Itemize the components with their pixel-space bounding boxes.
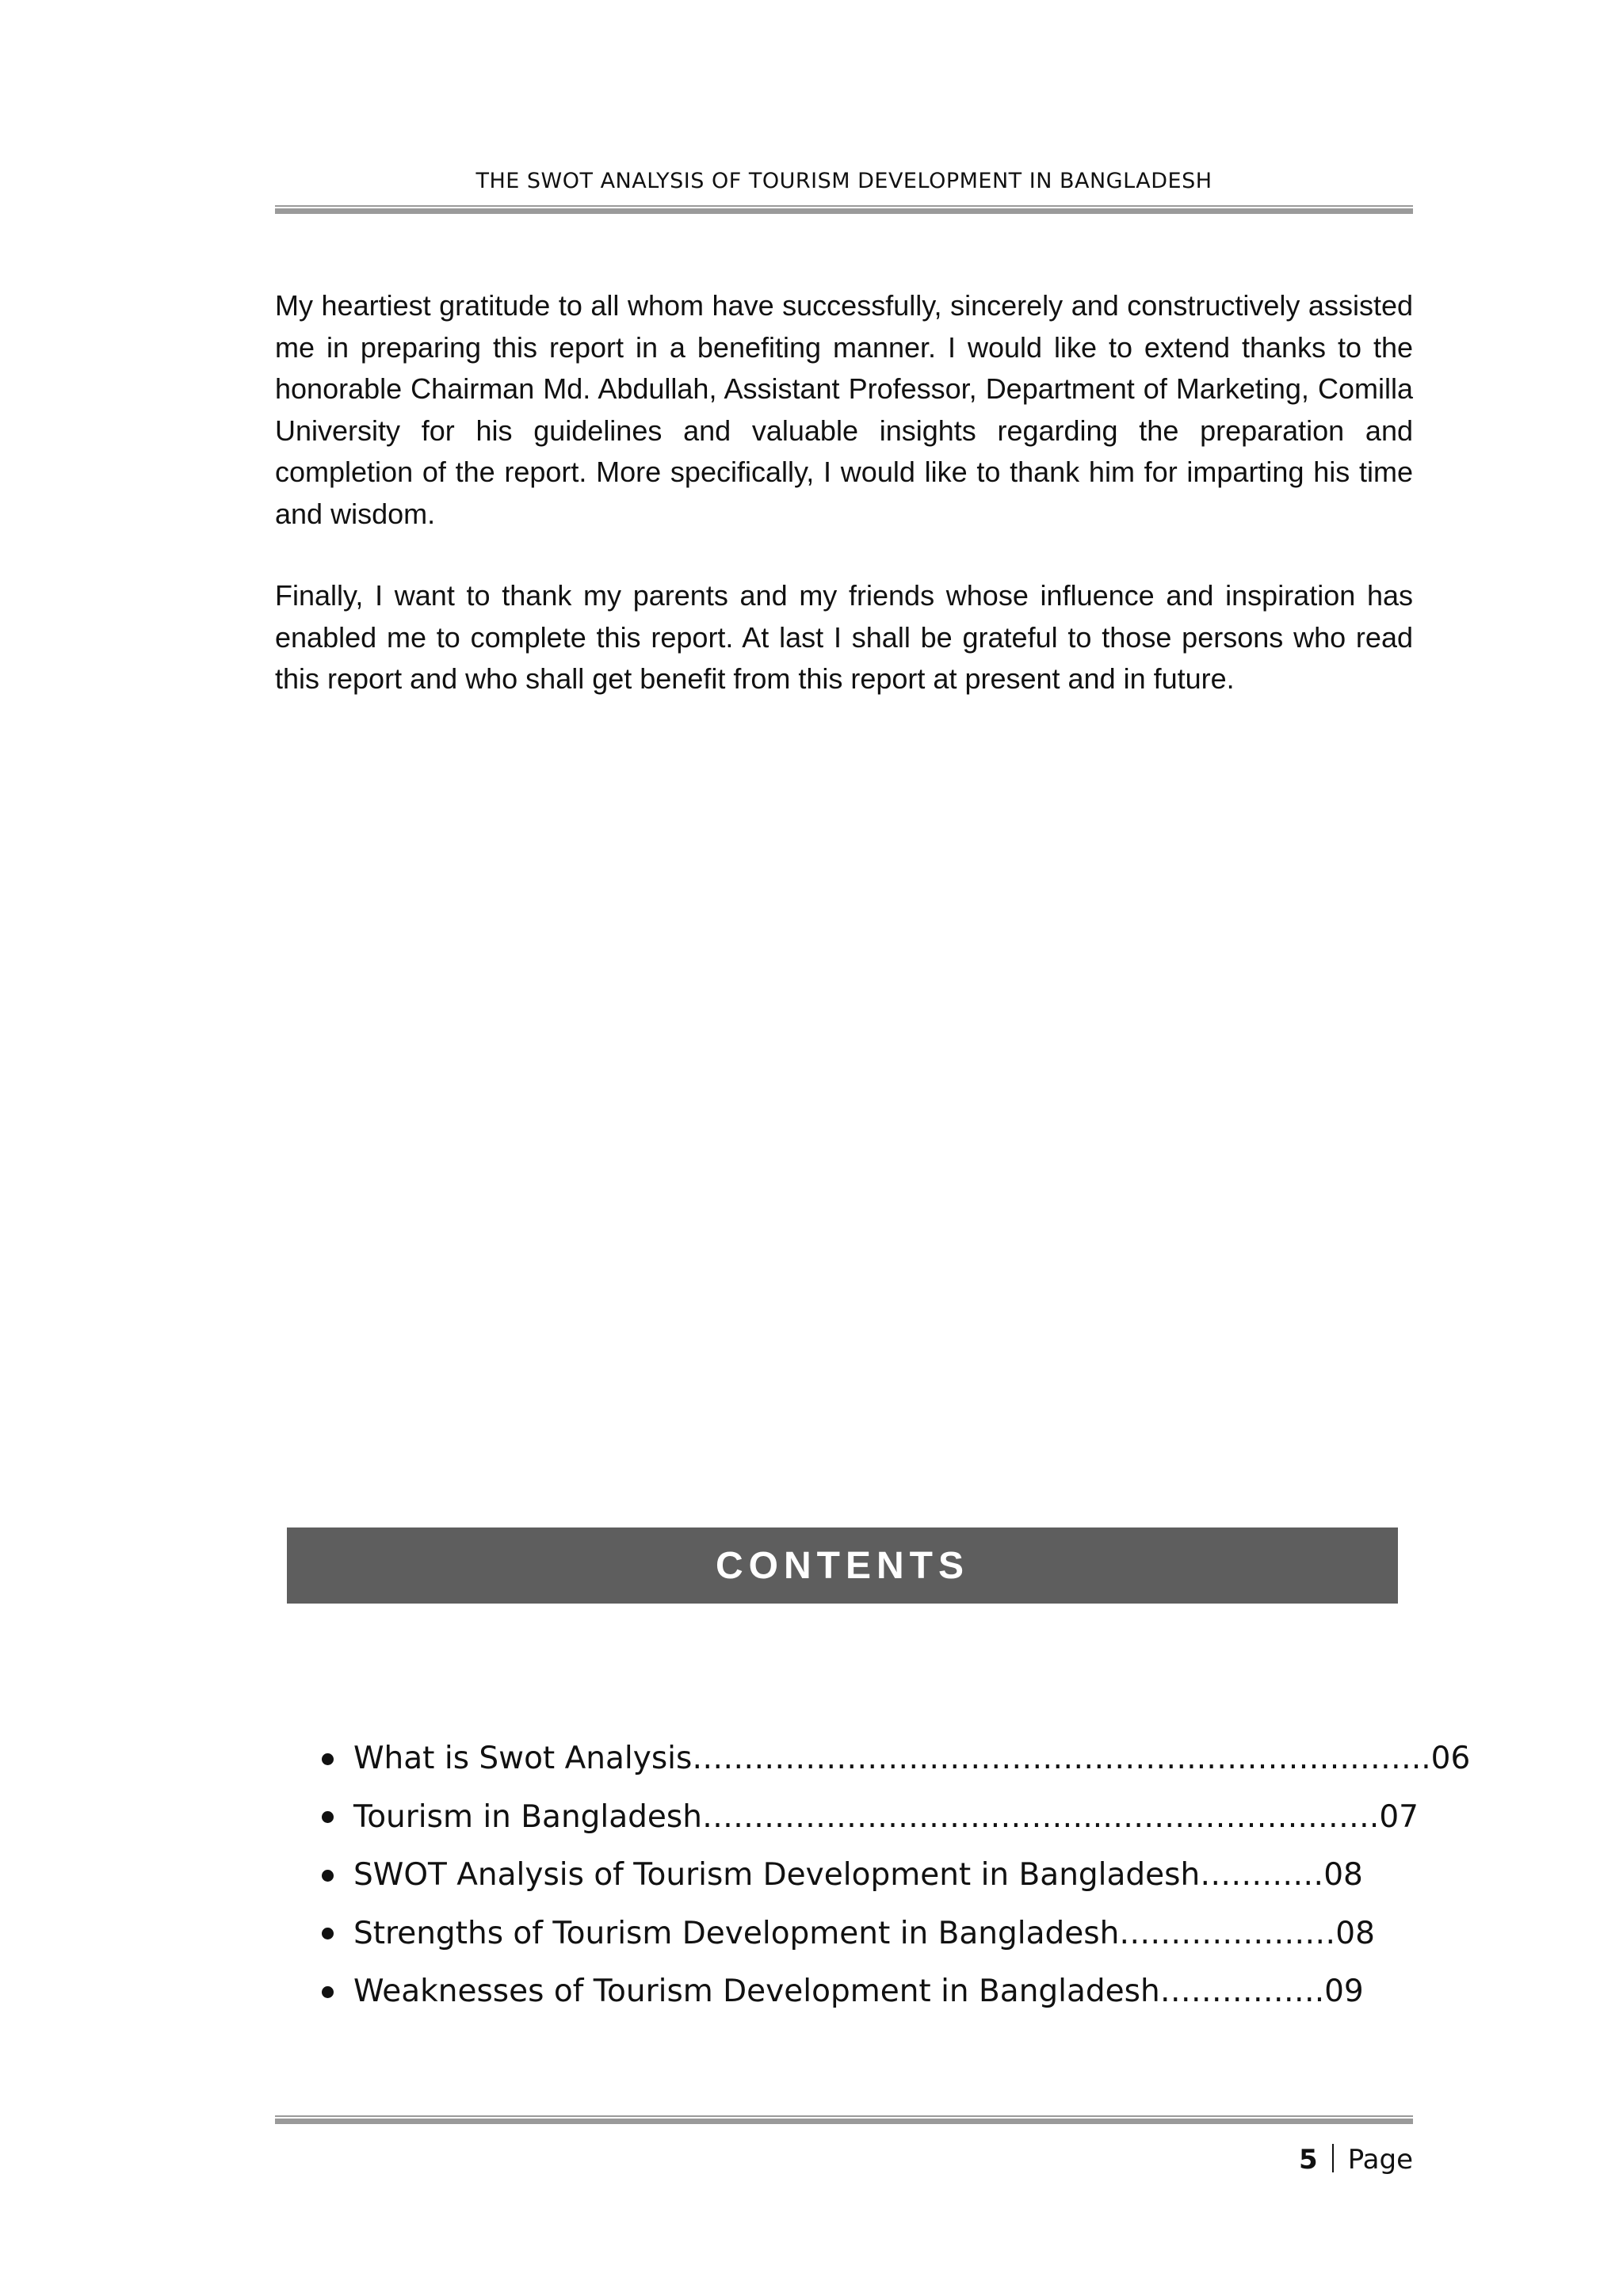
footer-rule-thin [275, 2115, 1413, 2117]
footer-rule-thick [275, 2119, 1413, 2124]
page-number-value: 5 [1299, 2144, 1318, 2176]
toc-item-text: Tourism in Bangladesh……………………….………..……….……….…….07 [353, 1798, 1419, 1835]
contents-title: CONTENTS [716, 1544, 969, 1587]
bullet-icon [322, 1986, 334, 1998]
contents-banner [287, 1527, 1398, 1604]
page-number-separator [1332, 2144, 1334, 2172]
page-number [1299, 2144, 1413, 2176]
toc-item [317, 1905, 1411, 1963]
page-number-label: Page [1347, 2144, 1413, 2176]
bullet-icon [322, 1753, 334, 1765]
bullet-icon [322, 1870, 334, 1882]
toc-item-text: SWOT Analysis of Tourism Development in Bangladesh…………08 [353, 1857, 1363, 1893]
header-rule [275, 205, 1413, 215]
acknowledgement-paragraph-1: My heartiest gratitude to all whom have successfully, sincerely and constructively assisted me in preparing this report in a benefiting manner. I would like to extend thanks to the honorable Chairman Md. Abdullah, Assistant Professor, Department of Marketing, Comilla University for his guidelines and valuable insights regarding the preparation and completion of the report. More specifically, I would like to thank him for imparting his time and wisdom. [275, 289, 1413, 530]
bullet-icon [322, 1928, 334, 1939]
toc-item-text: What is Swot Analysis…………………………………………..….……….……..06 [353, 1741, 1471, 1776]
toc-item [317, 1730, 1471, 1788]
toc-item-text: Weaknesses of Tourism Development in Bangladesh…………….09 [353, 1974, 1364, 2009]
header-rule-thick [275, 208, 1413, 214]
table-of-contents [317, 1730, 1471, 2021]
toc-item-text: Strengths of Tourism Development in Bangladesh…………………08 [353, 1915, 1375, 1951]
toc-item [317, 1846, 1411, 1905]
toc-item [317, 1962, 1411, 2021]
header-rule-thin [275, 205, 1413, 207]
running-header: THE SWOT ANALYSIS OF TOURISM DEVELOPMENT IN BANGLADESH [475, 169, 1212, 193]
toc-item [317, 1788, 1419, 1847]
footer-rule [275, 2115, 1413, 2125]
acknowledgement-paragraph-2: Finally, I want to thank my parents and my friends whose influence and inspiration has enabled me to complete this report. At last I shall be grateful to those persons who read this report and who shall get benefit from this report at present and in future. [275, 579, 1413, 695]
bullet-icon [322, 1811, 334, 1823]
